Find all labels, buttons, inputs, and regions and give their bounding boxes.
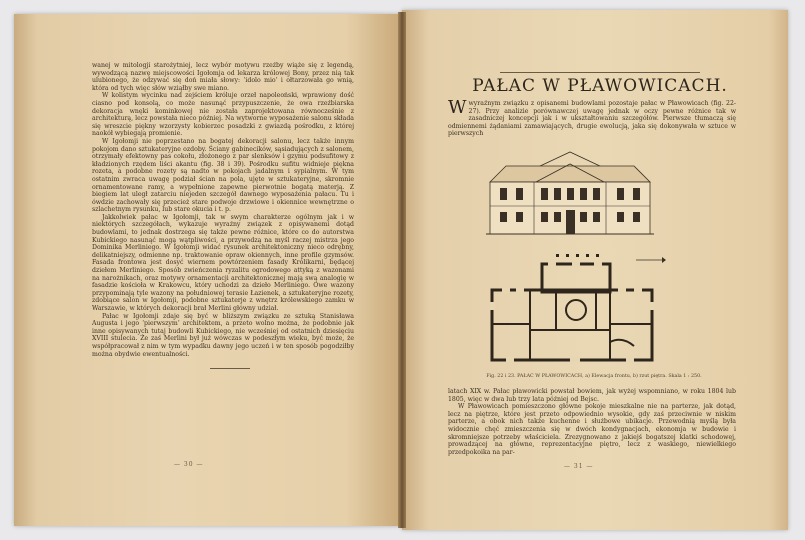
- right-paragraph: W Pławowicach pomieszczono główne pokoje mieszkalne nie na parterze, jak dotąd, lecz na piętrze, które jest przeto odpowiednio wysokie, gdy zaś przeciwnie w niskim parterze, a obok nich także kuchenne i służbowe ubikacje. Przewodnią myślą była widocznie chęć zmieszczenia się w dwóch kondygnacjach, ekonomja w budowie i skromniejsze potrzeby właściciela. Zrezygnowano z jakiejś bogatszej klatki schodowej, prowadzącej na główne, reprezentacyjne piętro, lecz z waskiego, niewielkiego przedpokoika na par-: [448, 403, 736, 456]
- end-rule: [210, 368, 250, 369]
- right-intro-text: [448, 97, 736, 138]
- page-number-left: — 30 —: [174, 461, 204, 468]
- right-paragraph: latach XIX w. Pałac pławowicki powstał bowiem, jak wyżej wspomniano, w roku 1804 lub 1805, więc w dwa lub trzy lata później od Bejsc.: [448, 388, 736, 403]
- left-paragraph: wanej w mitologji starożytniej, lecz wybór motywu rzeźby wiąże się z legendą, wywodzącą nazwę miejscowości Igołomja od lekarza królowej Bony, przez nią tak ulubionego, że odzywać się doń miała słowy: ‘idolo mio’ i ołtarzowała go wnią, która od tych więc słów wziąłby swe miano.: [92, 62, 354, 92]
- title-rule-top: [500, 72, 700, 73]
- left-paragraph: W kolistym wycinku nad zejściem króluje orzeł napoleoński, wprawiony dość ciasno pod konsolą, co może nasunąć przypuszczenie, że owa rzeźbiarska dekoracja wnęki kominkowej nie została zaprojektowana równocześnie z architekturą, lecz powstała nieco później. Na wytworne wyposażenie salonu składa się wreszcie piękny wzorzysty kobierzec posadzki z gwiazdą pośrodku, z której naokół wybiegają promienie.: [92, 92, 354, 138]
- left-page-text: [92, 62, 354, 358]
- figure-caption: Fig. 22 i 23. PAŁAC W PŁAWOWICACH, a) Elewacja frontu, b) rzut piętra. Skala 1 : 250.: [486, 374, 702, 379]
- page-number-right: — 31 —: [564, 463, 594, 470]
- left-paragraph: Pałac w Igołomji zdaje się być w bliższym związku ze sztuką Stanisława Augusta i jego ‘pierwszym’ architektem, a przeto wolno można, że podobnie jak inne opisywanych tutaj budowli Kubickiego, nie wcześniej od ostatnich dziesięciu XVIII stulecia. Że zaś Merlini był już wówczas w podeszłym wieku, być może, że współpracował z nim w tym wypadku dawny jego uczeń i w ten sposób pogodziłby można obydwie ewentualności.: [92, 312, 354, 358]
- left-paragraph: Jakkolwiek pałac w Igołomji, tak w swym charakterze ogólnym jak i w niektórych szczegółach, wykazuje wyraźny związek z opisywanemi dotąd budowlami, to jednak dostrzega się także pewne różnice, które co do autorstwa Kubickiego nasunąć mogą wątpliwości, a przywodzą na myśl raczej mistrza jego Dominika Merliniego. W Igołomji widać rysunek architektoniczny nieco odrębny, delikatniejszy, odmienne np. traktowanie opraw okiennych, inne profile gzymsów. Fasada frontowa jest dosyć wiernem powtórzeniem fasady Królikarni, będącej dziełem Merliniego. Sposób zwieńczenia ryzalitu ogrodowego attyką z wazonami na narożnikach, oraz motywy ornamentacji architektonicznej mają swą analogię w fasadzie kościoła w Krakowcu, który uchodzi za dzieło Merliniego. Owe wazony przypominają tyle wazony na południowej terasie Łazienek, a sztukateryjne rozety, zdobiące salon w Igołomji, podobne sztukaterje z wnętrz królewskiego zamku w Warszawie, w których dekoracji brał Merlini główny udział.: [92, 213, 354, 312]
- drop-cap: W: [448, 97, 467, 118]
- right-body-text: [448, 388, 736, 456]
- chapter-title: PAŁAC W PŁAWOWICACH.: [472, 76, 728, 96]
- palace-floor-plan: [486, 252, 666, 368]
- palace-elevation-drawing: [486, 138, 654, 238]
- book-gutter: [398, 12, 406, 528]
- left-paragraph: W Igołomji nie poprzestano na bogatej dekoracji salonu, lecz także innym pokojom dano sztukateryjne ozdoby. Ściany gabinecików, sąsiadujących z salonem, otrzymały efektowny pas cokołu, złożonego z par slenksów i gzymu podsufitowy z kładzionych rzędem liści akantu (fig. 38 i 39). Pośrodku sufitu widnieje piękna rozeta, a podobne rozety są nadto w pokojach jadalnym i sypialnym. W tym ostatnim zwraca uwagę podział ścian na pola, ujęte w sztukateryjne, skromnie ornamentowane ramy, a wypełnione zapewne pierwotnie bogatą materją. Z biegiem lat uległ zatarciu niejeden szczegół dawnego wyposażenia pałacu. Tu i ówdzie zachowały się przecież stare podwoje drzwiowe i okiennice wewnętrzne o szlachetnym rysunku, lub stare okucia i t. p.: [92, 137, 354, 214]
- intro-paragraph: wyraźnym związku z opisanemi budowlami pozostaje pałac w Pławowicach (fig. 22-27). Przy analizie porównawczej uwagę jednak w oczy pewne różnice tak w zasadniczej koncepcji jak i w ukształtowaniu szczegółów. Pierwsze tłumaczą się odmiennemi żądaniami zamawiających, drugie ewolucją, jaka się dokonywała w sztuce w pierwszych: [448, 100, 736, 138]
